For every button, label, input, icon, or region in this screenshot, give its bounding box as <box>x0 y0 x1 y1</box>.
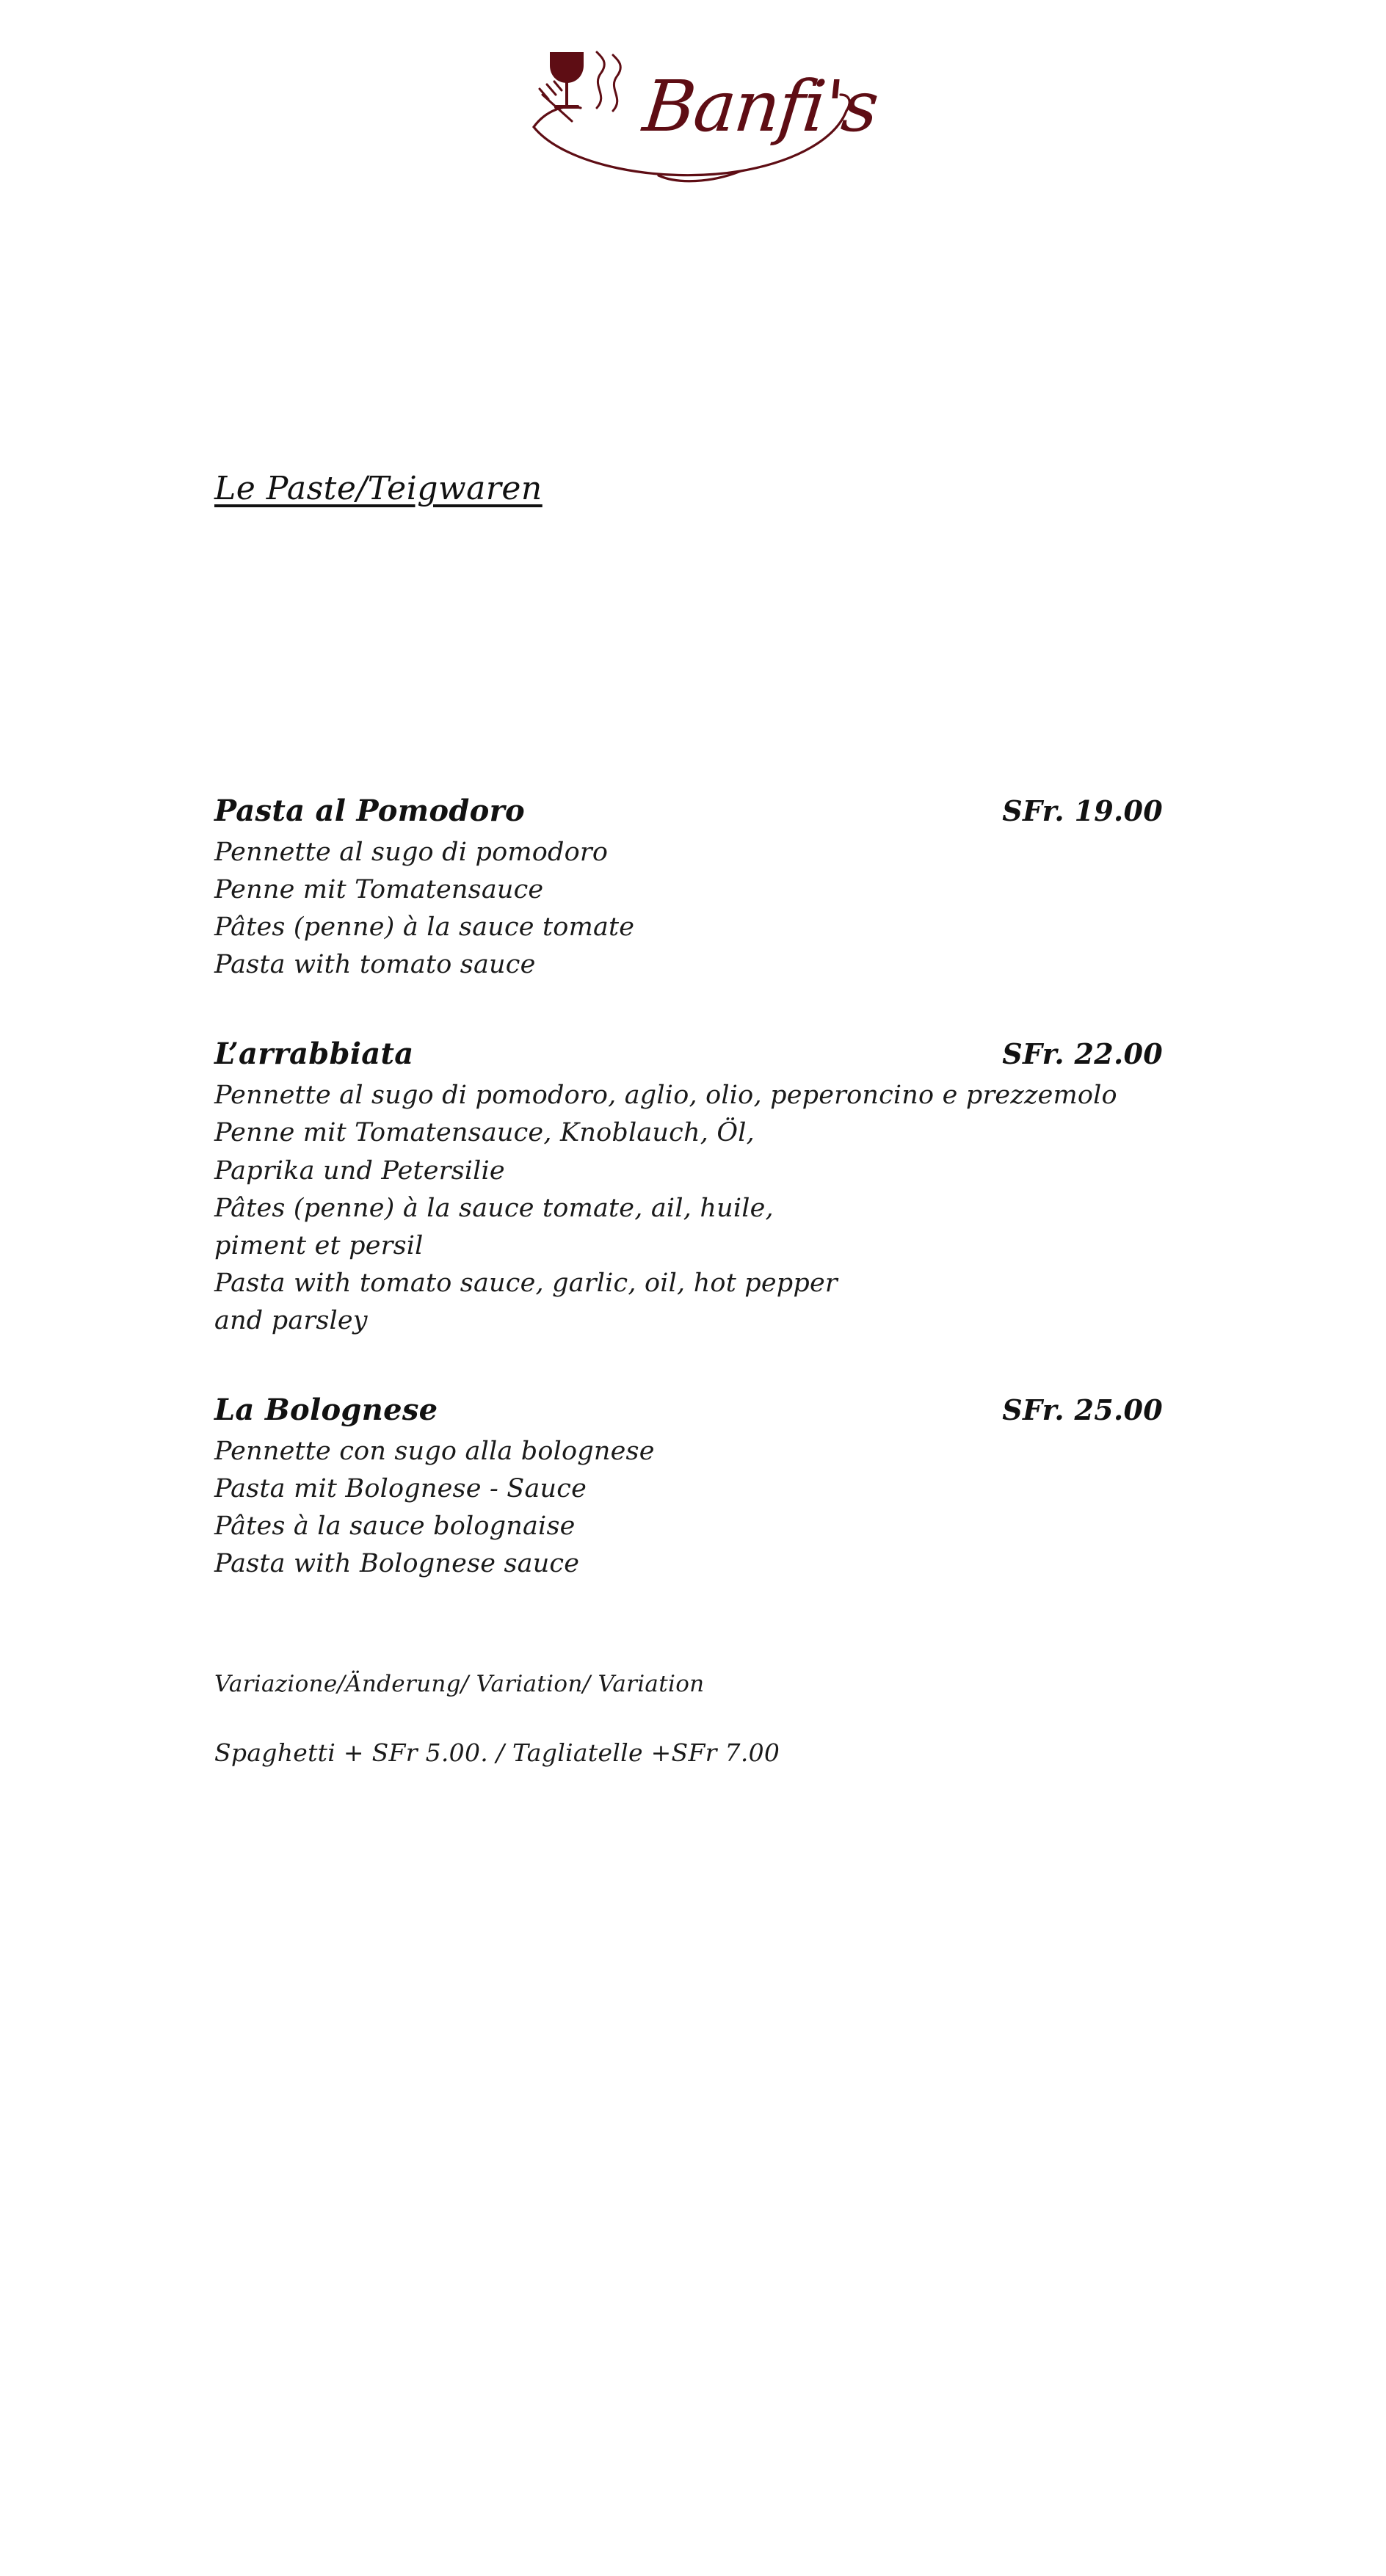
restaurant-logo <box>0 29 1386 220</box>
menu-item-description-line: Pâtes (penne) à la sauce tomate, ail, huile, <box>214 1193 774 1223</box>
menu-item-description-line: Pennette al sugo di pomodoro, aglio, olio, peperoncino e prezzemolo <box>214 1081 1117 1111</box>
menu-item-description-line: Pasta with Bolognese sauce <box>214 1549 580 1579</box>
variation-note: Variazione/Änderung/ Variation/ Variation <box>214 1671 705 1698</box>
menu-item-description-line: Pennette al sugo di pomodoro <box>214 838 609 867</box>
logo-graphic <box>520 40 882 209</box>
menu-item-header <box>214 1037 1191 1071</box>
wine-glass-icon <box>550 52 584 109</box>
menu-item-description-line: and parsley <box>214 1305 368 1335</box>
menu-item-description-line: Pennette con sugo alla bolognese <box>214 1437 655 1467</box>
menu-item-description-line: Paprika und Petersilie <box>214 1155 505 1186</box>
menu-item-name: La Bolognese <box>214 1393 438 1428</box>
menu-item <box>214 1037 1191 1340</box>
menu-item-description-line: Pasta with tomato sauce, garlic, oil, hot pepper <box>214 1268 838 1298</box>
menu-item <box>214 794 1191 984</box>
menu-item <box>214 1393 1191 1583</box>
menu-item-price: SFr. 25.00 <box>1002 1393 1163 1427</box>
menu-item-description-line: Pâtes (penne) à la sauce tomate <box>214 913 635 943</box>
menu-item-header <box>214 794 1191 828</box>
menu-item-description-line: Pasta with tomato sauce <box>214 950 536 980</box>
logo-wordmark-text: Banfi's <box>639 65 882 148</box>
menu-item-description-line: Penne mit Tomatensauce, Knoblauch, Öl, <box>214 1118 755 1148</box>
menu-item-description-line: piment et persil <box>214 1230 424 1260</box>
steam-swirl-icon <box>597 52 620 111</box>
menu-item-description-line: Penne mit Tomatensauce <box>214 875 544 905</box>
menu-item-list <box>214 794 1191 1583</box>
menu-item-name: L’arrabbiata <box>214 1037 414 1072</box>
menu-item-header <box>214 1393 1191 1427</box>
variation-prices: Spaghetti + SFr 5.00. / Tagliatelle +SFr 7.00 <box>214 1738 780 1768</box>
menu-item-price: SFr. 22.00 <box>1002 1037 1163 1071</box>
menu-item-price: SFr. 19.00 <box>1002 794 1163 827</box>
menu-item-name: Pasta al Pomodoro <box>214 794 525 828</box>
section-title: Le Paste/Teigwaren <box>214 470 543 507</box>
logo-wordmark <box>639 65 881 148</box>
menu-item-description-line: Pasta mit Bolognese - Sauce <box>214 1474 587 1504</box>
menu-content <box>214 470 1191 1767</box>
menu-item-description-line: Pâtes à la sauce bolognaise <box>214 1512 576 1542</box>
menu-footnotes <box>214 1671 1191 1767</box>
